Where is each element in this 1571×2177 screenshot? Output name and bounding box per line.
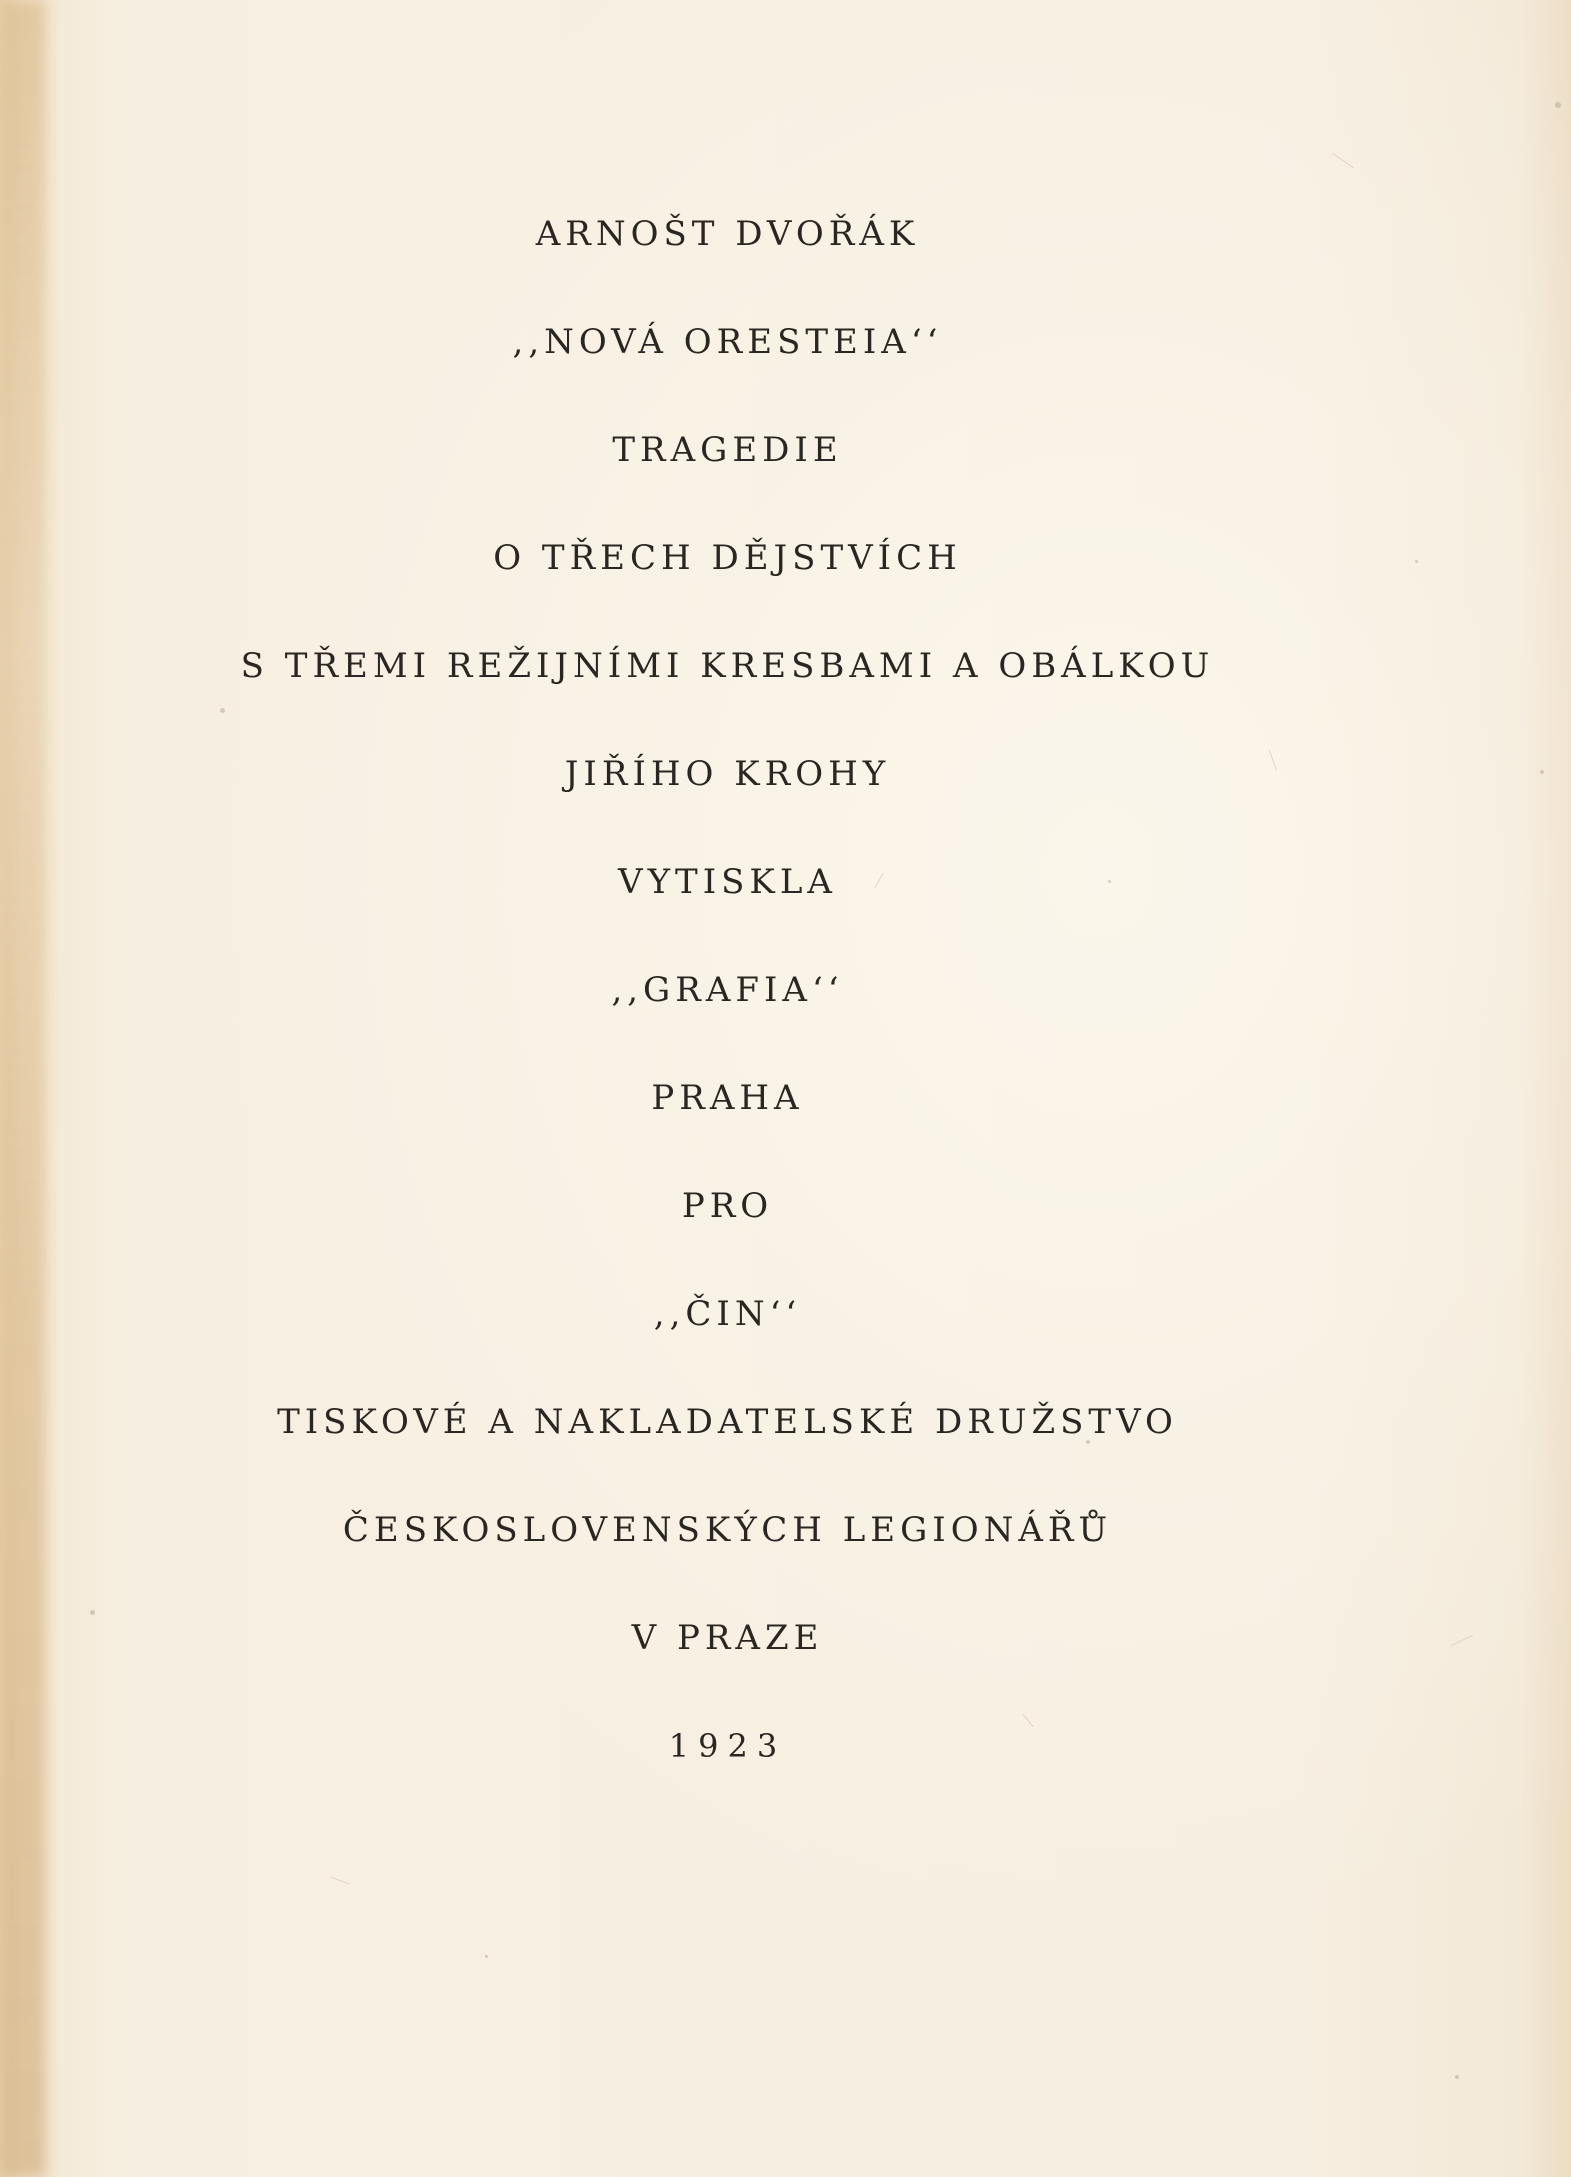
paper-fiber: [330, 1877, 349, 1885]
printer-city: PRAHA: [651, 1078, 804, 1118]
paper-speck: [1555, 102, 1561, 108]
acts-line: O TŘECH DĚJSTVÍCH: [493, 538, 962, 578]
publisher-city: V PRAZE: [631, 1618, 824, 1658]
for-label: PRO: [681, 1186, 774, 1226]
paper-fiber: [1022, 1714, 1033, 1727]
paper-speck: [1455, 2075, 1459, 2079]
printed-by-label: VYTISKLA: [618, 862, 837, 902]
author-name: ARNOŠT DVOŘÁK: [535, 214, 920, 254]
paper-speck: [1540, 770, 1544, 774]
paper-speck: [485, 1955, 488, 1958]
illustrator-name: JIŘÍHO KROHY: [564, 754, 891, 794]
paper-fiber: [1332, 153, 1354, 169]
printer-name: ,,GRAFIA‘‘: [611, 970, 844, 1010]
publisher-description-2: ČESKOSLOVENSKÝCH LEGIONÁŘŮ: [342, 1510, 1113, 1550]
genre: TRAGEDIE: [612, 430, 843, 470]
book-title: ,,NOVÁ ORESTEIA‘‘: [512, 322, 943, 362]
publication-year: 1923: [668, 1727, 787, 1765]
illustrations-line: S TŘEMI REŽIJNÍMI KRESBAMI A OBÁLKOU: [240, 646, 1215, 686]
paper-speck: [90, 1610, 95, 1615]
publisher-description-1: TISKOVÉ A NAKLADATELSKÉ DRUŽSTVO: [277, 1402, 1178, 1442]
publisher-name: ,,ČIN‘‘: [653, 1294, 802, 1334]
paper-speck: [220, 708, 225, 713]
